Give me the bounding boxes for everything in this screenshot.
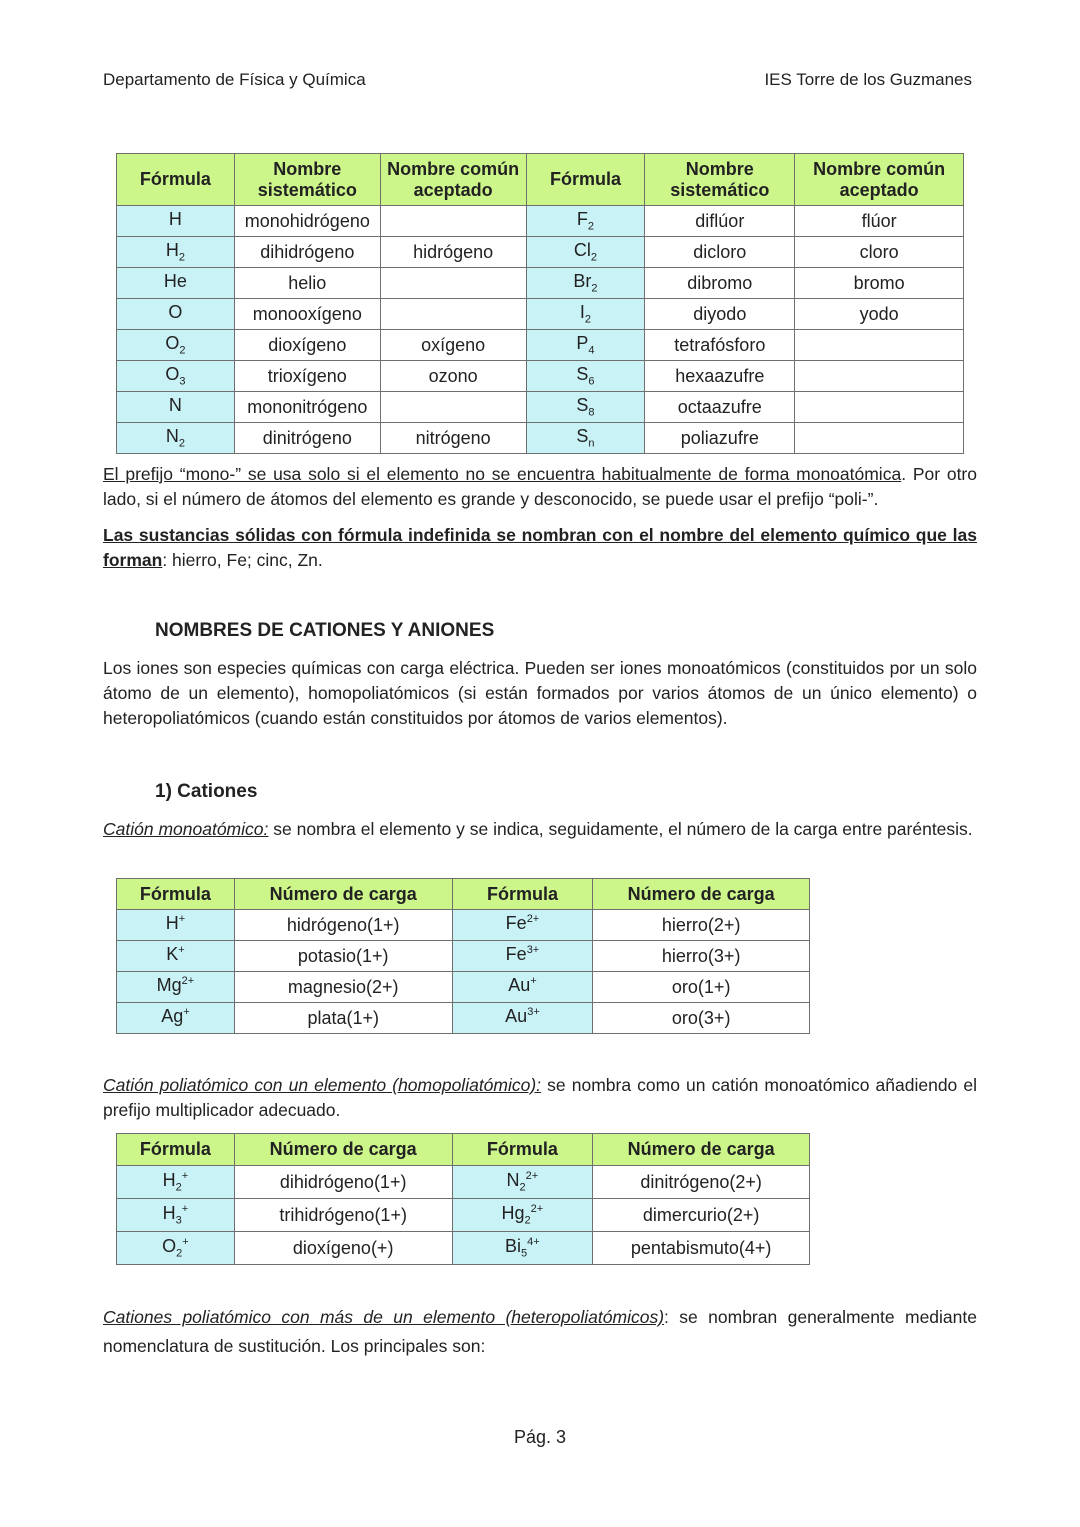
- element-symbol: Cl: [573, 240, 591, 261]
- table-header: Nombre común aceptado: [380, 154, 526, 206]
- table-row: [117, 361, 964, 392]
- subscript: 2: [590, 251, 598, 264]
- ions-intro: Los iones son especies químicas con carga eléctrica. Pueden ser iones monoatómicos (constituidos por un solo átomo de un elemento), homopoliatómicos (si están formados por varios átomos de un único elemento) o heteropoliatómicos (cuando están constituidos por átomos de varios elementos).: [103, 658, 977, 728]
- element-symbol: Ag: [161, 1006, 184, 1027]
- homopolyatomic-cations-table: [116, 1133, 810, 1265]
- formula-cell: [117, 910, 235, 941]
- table-row: [117, 1166, 810, 1199]
- element-symbol: N: [506, 1170, 520, 1191]
- table-cell: dicloro: [645, 237, 795, 268]
- charge-superscript: 2+: [530, 1203, 544, 1216]
- table-cell: hidrógeno(1+): [234, 910, 452, 941]
- table-cell: mononitrógeno: [234, 392, 380, 423]
- table-row: [117, 299, 964, 330]
- table-cell: dioxígeno(+): [234, 1232, 452, 1265]
- table-row: [117, 1232, 810, 1265]
- table-cell: monooxígeno: [234, 299, 380, 330]
- formula-cell: [117, 423, 235, 454]
- table-cell: trioxígeno: [234, 361, 380, 392]
- table-cell: [380, 206, 526, 237]
- table-cell: dioxígeno: [234, 330, 380, 361]
- mono-prefix-rest: . Por otro lado, si el número de átomos del elemento es grande y desconocido, se puede usar el prefijo “poli-”.: [103, 464, 977, 509]
- heteropolyatomic-cation-rest: : se nombran generalmente mediante nomenclatura de sustitución. Los principales son:: [103, 1307, 977, 1356]
- subscript: 5: [521, 1247, 528, 1260]
- element-symbol: S: [576, 395, 589, 416]
- formula-cell: [526, 206, 645, 237]
- table-row: [117, 910, 810, 941]
- formula-cell: [117, 1232, 235, 1265]
- solid-substances-rule: Las sustancias sólidas con fórmula indefinida se nombran con el nombre del elemento químico que las forman: [103, 525, 977, 570]
- formula-cell: [526, 392, 645, 423]
- table-cell: [380, 299, 526, 330]
- table-cell: trihidrógeno(1+): [234, 1199, 452, 1232]
- element-symbol: Mg: [156, 975, 182, 996]
- table-cell: plata(1+): [234, 1003, 452, 1034]
- monoatomic-cation-text: [103, 817, 977, 842]
- table-cell: pentabismuto(4+): [593, 1232, 810, 1265]
- monoatomic-cation-label: Catión monoatómico:: [103, 819, 269, 839]
- subscript: 2: [178, 251, 185, 264]
- formula-cell: [117, 392, 235, 423]
- formula-cell: [117, 206, 235, 237]
- charge-superscript: +: [183, 1006, 190, 1019]
- formula-cell: [452, 1232, 593, 1265]
- subscript: 2: [179, 344, 186, 357]
- element-symbol: I: [579, 302, 585, 323]
- element-symbol: Bi: [505, 1236, 522, 1257]
- subscript: 4: [588, 344, 595, 357]
- subscript: 2: [587, 220, 595, 233]
- element-symbol: Fe: [505, 913, 527, 934]
- element-symbol: Fe: [505, 944, 527, 965]
- formula-cell: [526, 423, 645, 454]
- table-cell: [380, 392, 526, 423]
- charge-superscript: +: [530, 975, 537, 988]
- element-symbol: H: [165, 240, 179, 261]
- homopolyatomic-cation-text: [103, 1073, 977, 1123]
- table-header: Número de carga: [234, 1134, 452, 1166]
- table-header: Fórmula: [117, 154, 235, 206]
- table-cell: [795, 423, 964, 454]
- table-cell: potasio(1+): [234, 941, 452, 972]
- table-cell: magnesio(2+): [234, 972, 452, 1003]
- element-symbol: He: [163, 271, 187, 292]
- table-header: Fórmula: [117, 1134, 235, 1166]
- table-cell: hierro(3+): [593, 941, 810, 972]
- formula-cell: [452, 1166, 593, 1199]
- charge-superscript: 2+: [525, 1170, 539, 1183]
- formula-cell: [452, 972, 593, 1003]
- element-symbol: Au: [508, 975, 531, 996]
- table-cell: oro(3+): [593, 1003, 810, 1034]
- formula-cell: [117, 237, 235, 268]
- table-header: Nombre sistemático: [645, 154, 795, 206]
- formula-cell: [526, 268, 645, 299]
- subscript: 2: [176, 1247, 183, 1260]
- table-cell: oxígeno: [380, 330, 526, 361]
- table-cell: oro(1+): [593, 972, 810, 1003]
- table-cell: dinitrógeno: [234, 423, 380, 454]
- subscript: 3: [179, 375, 186, 388]
- element-symbol: K: [166, 944, 179, 965]
- element-symbol: N: [168, 395, 182, 416]
- table-header: Fórmula: [117, 879, 235, 910]
- subscript: 8: [588, 406, 595, 419]
- table-row: [117, 206, 964, 237]
- table-cell: hexaazufre: [645, 361, 795, 392]
- monoatomic-cation-rest: se nombra el elemento y se indica, seguidamente, el número de la carga entre paréntesis.: [268, 819, 973, 839]
- table-cell: monohidrógeno: [234, 206, 380, 237]
- subscript: 3: [175, 1214, 182, 1227]
- heteropolyatomic-cation-label: Cationes poliatómico con más de un elemento (heteropoliatómicos): [103, 1307, 665, 1327]
- element-symbol: F: [576, 209, 588, 230]
- table-cell: helio: [234, 268, 380, 299]
- table-header: Fórmula: [526, 154, 645, 206]
- charge-superscript: 2+: [181, 975, 195, 988]
- element-symbol: H: [162, 1170, 176, 1191]
- table-cell: dihidrógeno: [234, 237, 380, 268]
- table-cell: flúor: [795, 206, 964, 237]
- formula-cell: [117, 972, 235, 1003]
- charge-superscript: +: [178, 944, 185, 957]
- table-row: [117, 268, 964, 299]
- table-header: Número de carga: [593, 1134, 810, 1166]
- table-row: [117, 1003, 810, 1034]
- charge-superscript: 3+: [527, 1006, 540, 1019]
- table-header: Número de carga: [593, 879, 810, 910]
- table-cell: ozono: [380, 361, 526, 392]
- mono-prefix-note: [103, 462, 977, 512]
- formula-cell: [117, 268, 235, 299]
- charge-superscript: 4+: [527, 1236, 540, 1249]
- solid-substances-note: [103, 523, 977, 573]
- header-school: IES Torre de los Guzmanes: [764, 70, 972, 89]
- formula-cell: [526, 361, 645, 392]
- table-cell: [380, 268, 526, 299]
- formula-cell: [117, 1199, 235, 1232]
- formula-cell: [452, 910, 593, 941]
- table-cell: bromo: [795, 268, 964, 299]
- charge-superscript: +: [181, 1170, 189, 1183]
- element-symbol: H: [162, 1203, 176, 1224]
- element-symbol: O: [168, 302, 183, 323]
- table-cell: tetrafósforo: [645, 330, 795, 361]
- table-header: Nombre sistemático: [234, 154, 380, 206]
- table-header: Fórmula: [452, 1134, 593, 1166]
- page-number: Pág. 3: [513, 1427, 567, 1447]
- charge-superscript: 2+: [526, 913, 540, 926]
- table-row: [117, 972, 810, 1003]
- subscript: 2: [175, 1181, 182, 1194]
- formula-cell: [117, 1166, 235, 1199]
- table-cell: dinitrógeno(2+): [593, 1166, 810, 1199]
- table-cell: yodo: [795, 299, 964, 330]
- charge-superscript: +: [182, 1236, 189, 1249]
- table-cell: octaazufre: [645, 392, 795, 423]
- table-cell: diflúor: [645, 206, 795, 237]
- table-cell: poliazufre: [645, 423, 795, 454]
- charge-superscript: 3+: [526, 944, 540, 957]
- subscript: 6: [588, 375, 595, 388]
- table-cell: [795, 330, 964, 361]
- subscript: n: [588, 437, 595, 450]
- table-cell: nitrógeno: [380, 423, 526, 454]
- subscript: 2: [178, 437, 185, 450]
- element-symbol: H: [165, 913, 179, 934]
- element-symbol: O: [165, 333, 180, 354]
- subsection-title: 1) Cationes: [155, 781, 258, 802]
- element-symbol: Hg: [501, 1203, 525, 1224]
- solid-substances-rest: : hierro, Fe; cinc, Zn.: [162, 550, 323, 570]
- mono-prefix-rule: El prefijo “mono-” se usa solo si el elemento no se encuentra habitualmente de forma monoatómica: [103, 464, 902, 484]
- formula-cell: [117, 1003, 235, 1034]
- table-cell: diyodo: [645, 299, 795, 330]
- formula-cell: [526, 330, 645, 361]
- homopolyatomic-cation-rest: se nombra como un catión monoatómico añadiendo el prefijo multiplicador adecuado.: [103, 1075, 978, 1120]
- formula-cell: [452, 1003, 593, 1034]
- homopolyatomic-cation-label: Catión poliatómico con un elemento (homopoliatómico):: [103, 1075, 542, 1095]
- table-row: [117, 237, 964, 268]
- table-row: [117, 1199, 810, 1232]
- formula-cell: [452, 1199, 593, 1232]
- element-symbol: N: [165, 426, 179, 447]
- element-symbol: S: [576, 364, 589, 385]
- subscript: 2: [519, 1181, 526, 1194]
- table-cell: dihidrógeno(1+): [234, 1166, 452, 1199]
- table-header: Nombre común aceptado: [795, 154, 964, 206]
- formula-cell: [526, 237, 645, 268]
- subscript: 2: [591, 282, 598, 295]
- table-cell: cloro: [795, 237, 964, 268]
- table-row: [117, 330, 964, 361]
- charge-superscript: +: [181, 1203, 189, 1216]
- table-cell: [795, 392, 964, 423]
- formula-cell: [452, 941, 593, 972]
- formula-cell: [117, 941, 235, 972]
- table-header: Fórmula: [452, 879, 593, 910]
- element-symbol: O: [165, 364, 180, 385]
- table-cell: hidrógeno: [380, 237, 526, 268]
- formula-cell: [117, 361, 235, 392]
- table-cell: dimercurio(2+): [593, 1199, 810, 1232]
- charge-superscript: +: [178, 913, 186, 926]
- header-department: Departamento de Física y Química: [103, 70, 366, 89]
- formula-cell: [526, 299, 645, 330]
- subscript: 2: [584, 313, 592, 326]
- table-header: Número de carga: [234, 879, 452, 910]
- element-symbol: S: [576, 426, 589, 447]
- subscript: 2: [524, 1214, 531, 1227]
- element-symbol: Br: [573, 271, 592, 292]
- formula-cell: [117, 330, 235, 361]
- table-row: [117, 941, 810, 972]
- monoatomic-cations-table: [116, 878, 810, 1034]
- table-cell: dibromo: [645, 268, 795, 299]
- formula-cell: [117, 299, 235, 330]
- table-cell: [795, 361, 964, 392]
- element-symbol: P: [576, 333, 589, 354]
- heteropolyatomic-cation-text: [103, 1303, 977, 1361]
- element-symbol: Au: [505, 1006, 528, 1027]
- elements-table: [116, 153, 964, 454]
- element-symbol: O: [162, 1236, 177, 1257]
- table-row: [117, 392, 964, 423]
- table-row: [117, 423, 964, 454]
- section-title: NOMBRES DE CATIONES Y ANIONES: [155, 620, 495, 641]
- element-symbol: H: [168, 209, 182, 230]
- table-cell: hierro(2+): [593, 910, 810, 941]
